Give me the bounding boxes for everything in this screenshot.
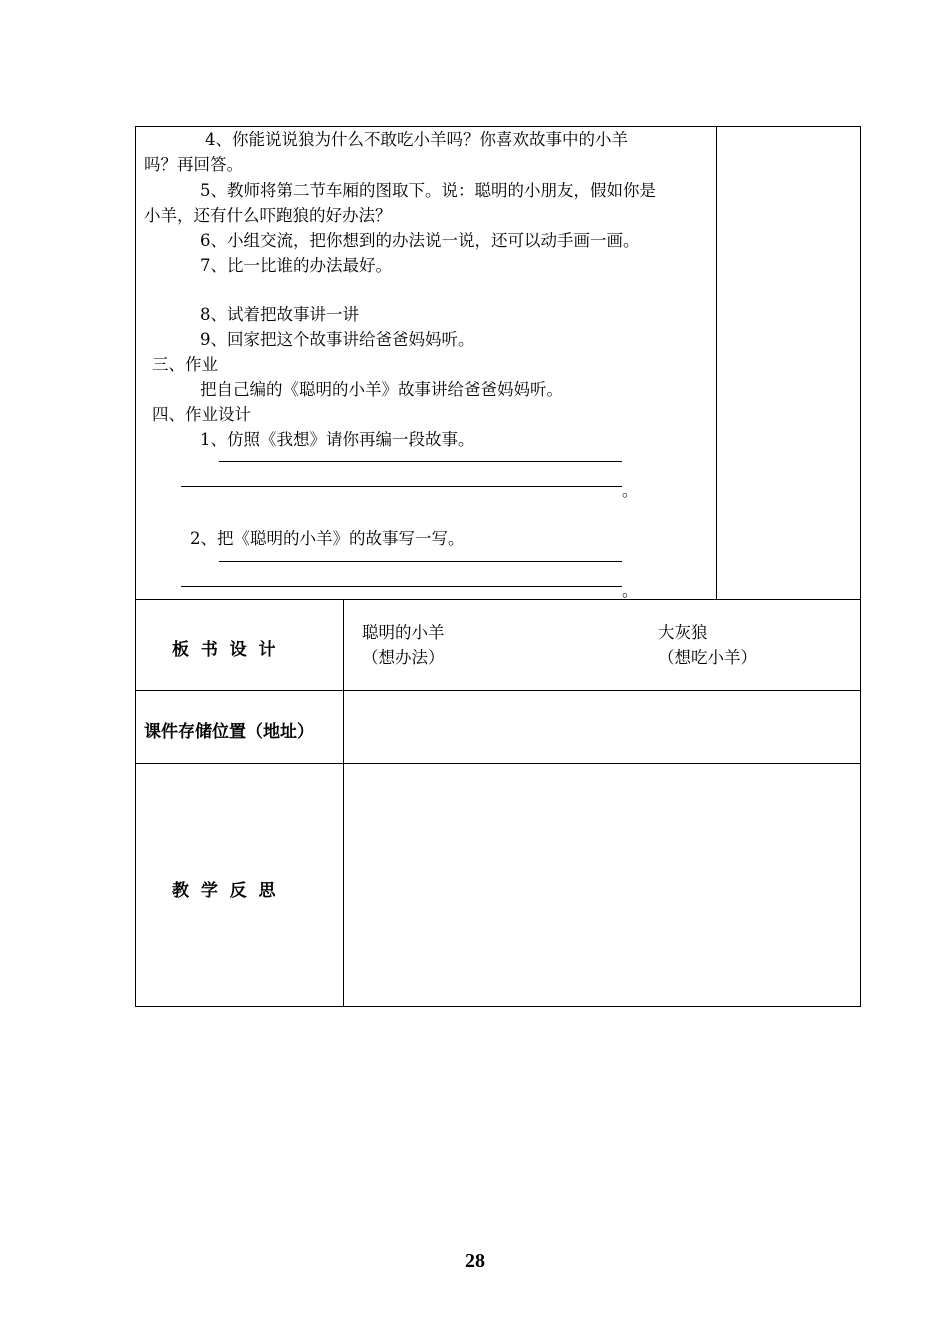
writing-blank-line	[181, 586, 622, 587]
lesson-line-9: 9、回家把这个故事讲给爸爸妈妈听。	[200, 330, 475, 349]
teaching-reflection-label: 教 学 反 思	[172, 881, 276, 901]
lesson-line-8: 8、试着把故事讲一讲	[200, 305, 359, 324]
blank-period: 。	[622, 481, 639, 500]
lesson-line-4a: 4、你能说说狼为什么不敢吃小羊吗？你喜欢故事中的小羊	[205, 130, 628, 149]
board-right-subtitle: （想吃小羊）	[658, 648, 757, 667]
lesson-line-5a: 5、教师将第二节车厢的图取下。说：聪明的小朋友，假如你是	[200, 181, 656, 200]
lesson-line-7: 7、比一比谁的办法最好。	[200, 256, 392, 275]
section-homework-design-heading: 四、作业设计	[152, 405, 251, 424]
homework-item-2: 2、把《聪明的小羊》的故事写一写。	[190, 529, 465, 548]
writing-blank-line	[219, 561, 622, 562]
homework-text: 把自己编的《聪明的小羊》故事讲给爸爸妈妈听。	[200, 380, 563, 399]
section-homework-heading: 三、作业	[152, 355, 218, 374]
writing-blank-line	[181, 486, 622, 487]
homework-item-1: 1、仿照《我想》请你再编一段故事。	[200, 430, 475, 449]
lesson-line-6: 6、小组交流，把你想到的办法说一说，还可以动手画一画。	[200, 231, 640, 250]
page-number: 28	[465, 1250, 485, 1272]
writing-blank-line	[219, 461, 622, 462]
lesson-line-5b: 小羊，还有什么吓跑狼的好办法？	[144, 206, 392, 225]
side-column-divider	[716, 126, 717, 600]
lesson-line-4b: 吗？再回答。	[144, 155, 243, 174]
table-row-divider	[135, 763, 861, 764]
table-row-divider	[135, 690, 861, 691]
blank-period: 。	[622, 581, 639, 600]
board-left-subtitle: （想办法）	[362, 648, 445, 667]
board-design-label: 板 书 设 计	[172, 640, 276, 660]
courseware-storage-label: 课件存储位置（地址）	[144, 722, 314, 742]
board-left-title: 聪明的小羊	[362, 623, 445, 642]
table-column-divider	[343, 600, 344, 1007]
board-right-title: 大灰狼	[658, 623, 708, 642]
